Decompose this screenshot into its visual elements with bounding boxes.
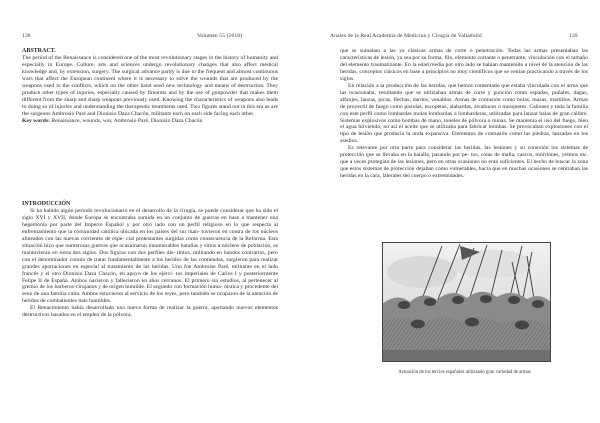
intro-line: nística y procedente del seno de una familia culta. Ambos estuvieron al servicio <box>22 284 279 298</box>
abstract-line: other hand used new technology and means of destruction. They produce other <box>22 82 279 96</box>
intro-line: aportaciones en especial al tratamiento de las heridas. Uno fue Ambroise Paré, <box>41 263 230 270</box>
intro-line: sumida en un conjunto de guerras en base a mantener una hegemonía por parte <box>22 214 278 228</box>
intro-line: tos imperiales de Carlos I y posteriormente Felipe II de España. Ambos nacieron <box>22 270 278 284</box>
intro-line: militante en el lado francés y el otro Dionisio Daza Chacón, en apoyo de los ejérci- <box>22 263 279 277</box>
body-paragraph-2 <box>340 83 588 146</box>
body-line: Elementos de contusión como las piedras, lanzadas en los asedios. <box>340 131 588 145</box>
intro-paragraph-1 <box>22 208 278 305</box>
abstract-line: Knowing the characteristics of weapons also leads to doing so of injuries and <box>22 96 278 110</box>
intro-line: aportando nuevos elementos destructivos basados en el empleo de la pólvora, <box>22 305 279 319</box>
right-running-title: Anales de la Real Academia de Medicina y Cirugía de Valladolid <box>330 33 482 39</box>
keywords-label: Key words: <box>22 117 50 124</box>
body-line: Se provocaban explosiones con el tipo de lesión que producía la onda expansiva. <box>340 124 589 138</box>
battle-engraving-image <box>382 242 551 362</box>
abstract-line: The period of the Renaissance is considered one of the most revolutionary stages <box>22 55 208 61</box>
body-line: dardos, venablos. Armas de contusión como bolas, mazas, martillos. Armas de <box>340 96 589 110</box>
keywords <box>22 118 278 125</box>
abstract-heading: ABSTRACT. <box>22 48 56 54</box>
body-line: presentaban las características de lesión, ya sea por su forma, filo, elemento <box>340 48 589 61</box>
abstract-line: extension, surgery. The surgical advance partly is due to the frequent and almost <box>67 68 252 75</box>
body-line: la edad media por otro lado se habían mantenido a nivel de la atención de las <box>412 61 589 68</box>
intro-line: del Imperio Español y por otro lado con un perfil religioso en lo que respecta <box>74 221 271 228</box>
abstract-line: as are the surgeons Ambrosio Paré and Dionisio Daza Chacón, militants each on <box>22 103 278 117</box>
intro-line: puede considerar que ha sido el siglo XVI y XVII, donde Europa se encontraba <box>22 208 279 221</box>
abstract-line: in the history of humanity and especially in Europe. Culture, arts and sciences <box>22 55 278 68</box>
intro-paragraph-2 <box>22 305 278 319</box>
body-line: tos, cotas de malla, cascos, morriones, yelmos etc. que a veces protegían de las <box>340 152 589 166</box>
intro-line: población, se mantuvieran en estos dos siglos. Dos figuras con dos perfiles dis- <box>22 242 279 256</box>
intro-line: El Renacimiento había desarrollado una nueva forma de realizar la guerra, <box>30 305 209 312</box>
abstract-line: undergo revolutionary changes that also affect medical knowledge and, by <box>22 61 279 75</box>
body-line: practicando a través de los siglos. <box>340 68 589 82</box>
intro-line: tuvieron en contra de los núcleos alineados con las nuevas corrientes de espe- <box>22 228 278 242</box>
abstract-line: that makes them different from the sharp and sharp weapons previously used. <box>22 89 278 103</box>
body-line: cortante o penetrante, vinculación con el tamaño del elemento traumatizante. En <box>340 54 589 68</box>
body-line: que estos sistemas de protección dejaban como vulnerables, hacía que en muchas <box>340 166 527 173</box>
body-paragraph-3 <box>340 145 588 180</box>
body-line: lesiones, pero en otras ocasiones no eran suficientes. El hecho de buscar la zona <box>405 159 589 166</box>
body-paragraph-1 <box>340 48 588 83</box>
abstract-text <box>22 55 278 118</box>
abstract-block <box>22 48 278 125</box>
intro-line: de los barberos-cirujanos y de origen humilde. El segundo con formación huma- <box>39 284 223 291</box>
intro-line: al enfrentamiento que la comunidad católica ubicada en los países del sur man- <box>22 221 278 235</box>
intro-line: más humildes. <box>78 298 112 305</box>
intro-line: fundamentalmente a los heridos de las contiendas, surgieron para realizar grandes <box>22 256 278 270</box>
body-line: heridas, conceptos clásicos en base a principios no muy científicos que se venían <box>340 68 526 75</box>
intro-line: de los reyes, pero también se ocuparon de la atención de heridos de combatientes <box>22 291 279 305</box>
figure-caption: Actuación de los tercios españoles utilizando gran variedad de armas <box>398 370 531 375</box>
abstract-line: the wounds that are produced by the weapons used in the conflicts, which on the <box>22 75 278 89</box>
keywords-text: Renaissance, wounds, war, Ambrosio Paré, Dionisio Daza Chacón <box>51 117 203 124</box>
intro-line: numerosas guerras que ocasionaron innumerables batallas y sitios a núcleos de <box>65 242 247 249</box>
left-page-number: 138 <box>22 33 31 39</box>
abstract-line: understanding the therapeutic treatments used. Two figures stand out in this era <box>83 103 264 110</box>
right-body-text <box>340 48 588 180</box>
intro-line: cial protestantes surgidas como consecuencia de la Reforma. Esta situación hizo que <box>22 235 279 249</box>
body-line: corte y punción como espadas, puñales, dagas, alfanjes, lanzas, picas, flechas, <box>340 89 588 103</box>
body-line: proyectil de fuego como pistolas, escopetas, alabardas, arcabuces o mosquetes. <box>346 103 528 110</box>
body-line: que se sumaban a las ya clásicas armas de corte o penetración. Todas las armas <box>340 48 548 54</box>
body-line: ocasiones se centraban las heridas en la cara, laterales del cuerpo o extremidades. <box>340 166 589 180</box>
battle-engraving-figure <box>382 242 551 362</box>
body-line: conexión los sistemas de protección que se llevaba en la batalla, pasando por pe- <box>340 145 588 159</box>
abstract-line: types of injuries, especially caused by firearms and by the use of gunpowder <box>56 89 238 96</box>
abstract-line: continuous wars that affect the European continent where it is necessary to solve <box>22 68 279 82</box>
smoke-cloud <box>387 256 457 288</box>
intro-heading: INTRODUCCIÓN <box>22 201 71 207</box>
body-line: Es relevante por otra parte para considerar las heridas, las lesiones y su <box>348 145 526 152</box>
body-line: lombarderas, utilizadas para lanzar balas de gran calibre. Sistemas explosivos <box>340 110 588 124</box>
engraving-ground <box>382 350 551 362</box>
left-running-title: Volumen 55 (2018) <box>197 33 243 39</box>
abstract-line: each side facing each other. <box>191 110 255 117</box>
intro-line: y fallecieron en años cercanos. El primero sin estudios, al pertenecer al gremio <box>22 277 278 291</box>
body-line: como bombas de mano, toneles de pólvora o minas. Se mantenía el uso del fuego, <box>387 117 577 124</box>
right-page-number: 139 <box>569 33 578 39</box>
body-line: Cañones y toda la familia con este perfil como lombardas molas lombardas o <box>340 103 589 117</box>
body-line: vinculada con el arma que las ocasionaba, resultando que se utilizaban armas de <box>340 82 588 96</box>
intro-line: Si ha habido algún periodo revolucionario en el desarrollo de la cirugía, se <box>30 208 204 214</box>
introduction-block <box>22 201 278 319</box>
body-line: En relación a la producción de las heridas, que hemos comentado que estaba <box>348 82 526 89</box>
intro-line: tintos, militando en bandos contrarios, pero con el denominador común de tratar <box>22 249 278 263</box>
body-line: bien el agua hirviendo, no así el aceite que se utilizaba para fabricar bombas. <box>340 117 588 131</box>
